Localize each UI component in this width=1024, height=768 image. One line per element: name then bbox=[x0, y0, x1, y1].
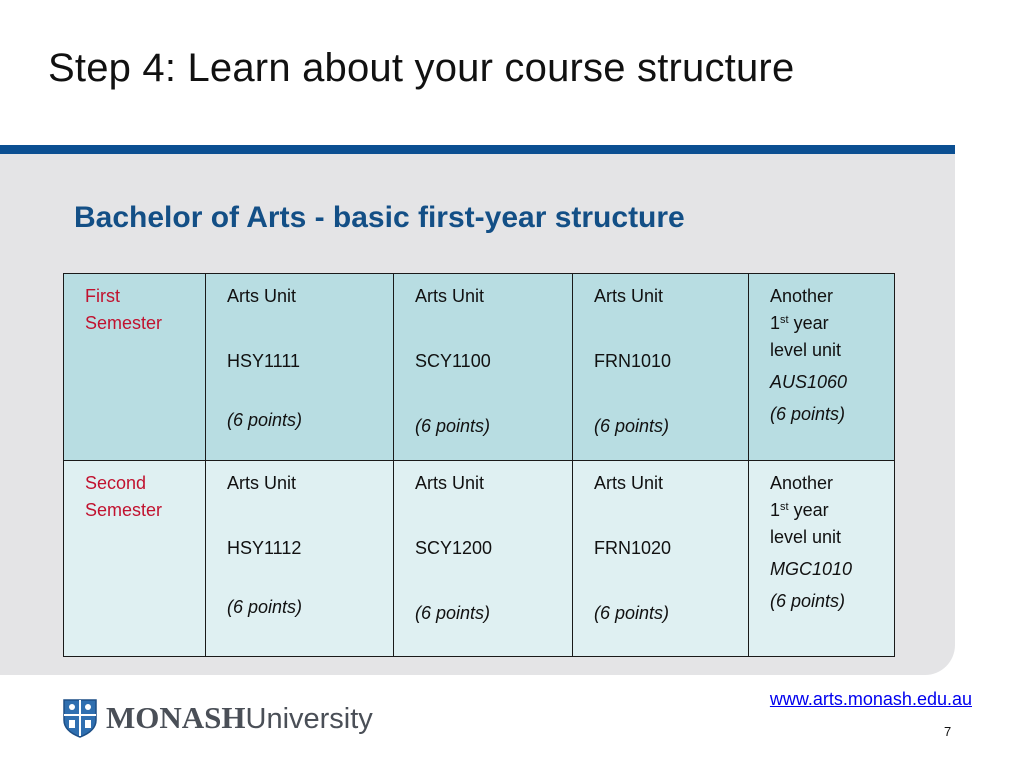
unit-cell bbox=[206, 461, 394, 657]
unit-cell bbox=[394, 274, 573, 461]
table-row-second-semester bbox=[64, 461, 895, 657]
unit-cell bbox=[573, 274, 749, 461]
unit-code: AUS1060 bbox=[770, 372, 848, 392]
unit-points: (6 points) bbox=[594, 416, 670, 436]
another-line2: 1st year bbox=[770, 500, 829, 520]
another-line1: Another bbox=[770, 473, 834, 493]
unit-points: (6 points) bbox=[770, 404, 846, 424]
section-subtitle: Bachelor of Arts - basic first-year structure bbox=[74, 201, 685, 234]
table-row-first-semester bbox=[64, 274, 895, 461]
unit-points: (6 points) bbox=[594, 603, 670, 623]
logo-word-university: University bbox=[245, 703, 373, 735]
unit-code: FRN1010 bbox=[594, 351, 672, 371]
unit-type: Arts Unit bbox=[415, 286, 485, 306]
another-line2: 1st year bbox=[770, 313, 829, 333]
another-line3: level unit bbox=[770, 340, 842, 360]
unit-points: (6 points) bbox=[227, 597, 303, 617]
unit-cell bbox=[206, 274, 394, 461]
unit-code: MGC1010 bbox=[770, 559, 853, 579]
semester-label-line2: Semester bbox=[85, 313, 163, 333]
unit-type: Arts Unit bbox=[594, 286, 664, 306]
monash-university-logo bbox=[62, 697, 373, 739]
unit-cell bbox=[573, 461, 749, 657]
unit-type: Arts Unit bbox=[227, 473, 297, 493]
another-unit-cell bbox=[749, 461, 895, 657]
another-line1: Another bbox=[770, 286, 834, 306]
monash-crest-icon bbox=[62, 698, 98, 738]
unit-code: HSY1111 bbox=[227, 351, 301, 371]
semester-cell bbox=[64, 461, 206, 657]
page-number: 7 bbox=[944, 724, 952, 739]
faculty-website-link[interactable]: www.arts.monash.edu.au bbox=[769, 689, 972, 709]
unit-type: Arts Unit bbox=[415, 473, 485, 493]
unit-type: Arts Unit bbox=[594, 473, 664, 493]
unit-code: FRN1020 bbox=[594, 538, 672, 558]
unit-cell bbox=[394, 461, 573, 657]
header-divider-band bbox=[0, 145, 955, 154]
semester-label-line1: Second bbox=[85, 473, 147, 493]
another-line3: level unit bbox=[770, 527, 842, 547]
unit-points: (6 points) bbox=[415, 416, 491, 436]
another-unit-cell bbox=[749, 274, 895, 461]
unit-points: (6 points) bbox=[227, 410, 303, 430]
unit-type: Arts Unit bbox=[227, 286, 297, 306]
unit-points: (6 points) bbox=[770, 591, 846, 611]
course-structure-table bbox=[63, 273, 895, 657]
unit-points: (6 points) bbox=[415, 603, 491, 623]
semester-label-line1: First bbox=[85, 286, 120, 306]
unit-code: HSY1112 bbox=[227, 538, 302, 558]
unit-code: SCY1100 bbox=[415, 351, 491, 371]
logo-word-monash: MONASH bbox=[106, 700, 246, 735]
semester-cell bbox=[64, 274, 206, 461]
semester-label-line2: Semester bbox=[85, 500, 163, 520]
slide-title: Step 4: Learn about your course structure bbox=[48, 46, 795, 90]
unit-code: SCY1200 bbox=[415, 538, 493, 558]
